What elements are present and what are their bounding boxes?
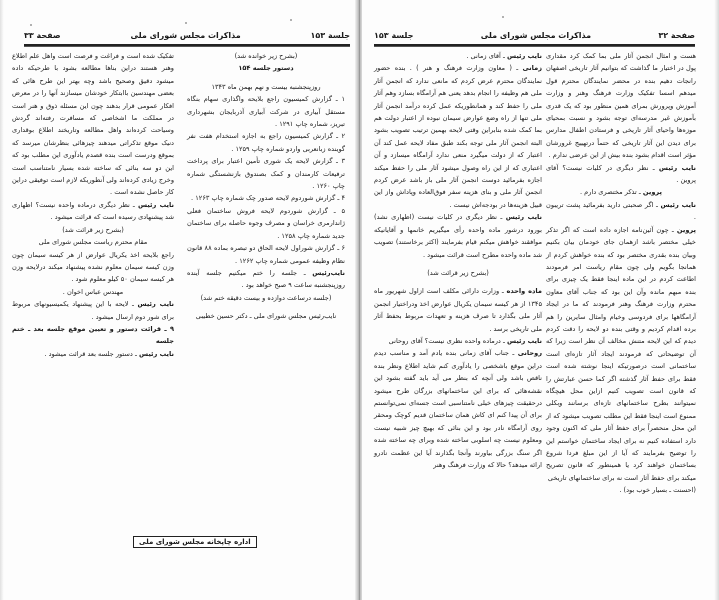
speech-text: ـ تذکر مختصری دارم . (579, 188, 641, 197)
left-page-header (24, 29, 350, 41)
applause-note: (احسنت ـ بسیار خوب بود) . (619, 486, 696, 495)
header-rule (24, 44, 350, 47)
page-edge-shadow (714, 0, 719, 600)
read-note: (بشرح زیر خوانده شد) (234, 52, 298, 60)
speech-text: ـ نظر دیگری درماده واحده نیست؟ اظهاری شد پیشنهادی رسیده است که قرائت میشود . (12, 200, 174, 222)
speaker-name: نایب رئیس (660, 200, 696, 209)
speaker-name: پروین (642, 188, 663, 197)
left-page (0, 0, 358, 600)
page-edge-shadow (0, 0, 4, 600)
agenda-item: ۱ ـ گزارش کمیسیون راجع بلایحه واگذاری سهام بنگاه مستقل آبیاری در شرکت آبیاری آذربایجان بشهرداری تبریز، شماره چاپ ۱۲۹۱ . (187, 95, 345, 129)
speech-text: ـ دستور جلسه بعد قرائت میشود . (44, 349, 137, 358)
speaker-name: نایب رئیس (507, 336, 542, 345)
speech-text: ـ ( معاون وزارت فرهنگ و هنر ) . بنده حضور نمایندگان محترم عرض کردم که مانعی ندارد که انجمن آثار ملی هم وظیفه ‌را انجام بدهد یعنی هم آرامگاه بسازد وهم آثار ملی را حفظ کند و همانطوریکه عمل کرده درآمد انجمن آثار ملی تنها از راه وضع عوارض سیمان نبوده از اعتبار دولت هم بما کمک شده بنابراین وقتی لایحه بهمین ترتیب تصویب بشود البته انجمن آثار ملی توجه بکند طبق مفاد لایحه عمل کند آن اعتبار که از دولت میگیرد منعی ندارد آرامگاه میسازد و آن اعتباری که از این راه وصول میشود آثار ملی را حفظ میکند اجازه بفرمائید دوست انجمن آثار ملی باز باشد عرض کردم انجمن آثار ملی و بنای هزینه سفر فوق‌العاده وپاداش واز این قبیل هزینه‌ها در بودجه‌اش نیست . (374, 64, 542, 209)
left-header-session: جلسة ۱۵۳ (310, 30, 350, 40)
speaker-name: نایب رئیس (137, 300, 174, 309)
speaker-name: نایب رئیس (658, 163, 696, 172)
article-text: ـ وزارت دارائی مکلف است ازاول شهریور ماه ۱۳۴۵ از هر کیسه سیمان یکریال عوارض اخذ ودراختیار انجمن آثار ملی بگذارد تا صرف هزینه و تعهدات مربوط بحفظ آثار ملی تاریخی برسد . (374, 287, 542, 333)
read-note: (بشرح زیر قرائت شد) (62, 225, 124, 234)
agenda-date: روزپنجشنبه بیست و نهم بهمن ماه ۱۳۴۳ (211, 82, 321, 91)
speaker-name: نایب رئیس (137, 200, 174, 209)
speech-text: ـ نظر دیگری در کلیات نیست؟ آقای پروین . (546, 163, 696, 185)
speaker-name: نایب رئیس (139, 349, 174, 358)
left-header-title: مذاکرات مجلس شورای ملی (130, 30, 241, 40)
scan-speck (30, 24, 32, 26)
scan-speck (502, 16, 504, 18)
agenda-item: ۶ ـ گزارش شوراول لایحه الحاق دو تبصره بماده ۸۸ قانون نظام وظیفه عمومی شماره چاپ ۱۲۶۲ . (187, 244, 345, 265)
speech-text: ـ اگر صحبتی دارید بفرمائید پشت تریبون . (546, 200, 696, 222)
agenda-item: ۲ ـ گزارش کمیسیون راجع به اجازه استخدام هفت نفر گوینده زبانعربی واردو شماره چاپ ۱۲۵۹ . (187, 132, 345, 153)
right-page (362, 0, 719, 600)
adjourn-note: (جلسه درساعت دوازده و بیست دقیقه ختم شد) (200, 293, 332, 302)
agenda-item: ۴ ـ گزارش شوردوم لایحه صدور چک شماره چاپ ۱۲۶۳ . (191, 194, 345, 203)
speech-text: ـ جلسه را ختم میکنیم جلسه آینده روزپنجشنبه ساعت ۹ صبح خواهد بود . (187, 268, 345, 290)
left-page-debate-column (12, 50, 174, 360)
letter-signature: مهندس عباس اخوان . (62, 287, 124, 296)
right-header-page-number: صفحة ۳۲ (658, 30, 695, 40)
speech-text: تفکیک شده است و فراغت و فرصت است واهل علم اطلاع وهنر هستند دراین بناها مطالعه بشود با طرحیکه داده میشود دقیق وصحیح باشد وچه بهتر این طرح هائی که بعضی مهندسین باابتکار خودشان میسازند آنها را در معرض افکار عمومی قرار بدهند چون این مسئله ذوق و هنر است در مملکت ما اشخاصی که مسافرت رفته‌اند گردش وسیاحت کرده‌اند واهل مطالعه وتاریخند اطلاع بوقداری دنیک موقع تذکراتی میدهند چیزهائی بنظرشان میرسد که بموقع ودرست است بنده قصدم یادآوری این مطلب بود که این دو سه بنائی که ساخته شده بسیار نامتناسب است وخرج زیادی کرده‌اند ولی آنطوریکه لازم است توفیقی دراین کار حاصل نشده است . (12, 52, 174, 197)
speaker-name: نایب رئیس (507, 52, 542, 60)
agenda-title: دستور جلسه ۱۵۴ (238, 64, 294, 73)
speaker-name: زمانی (522, 64, 542, 73)
printing-office-stamp: اداره چاپخانه مجلس شورای ملی (133, 536, 257, 548)
speech-text: ـ نظر دیگری در کلیات نیست (اظهاری نشد) بورود درشور ماده واحده رأی میگیریم خانمها و آقایانیکه موافقند خواهش میکنم قیام بفرمایند (اکثر برخاستند) تصویب شد ماده واحده مطرح است قرائت میشود . (374, 213, 542, 259)
agenda-item: ۳ ـ گزارش لایحه یک شوری تأمین اعتبار برای پرداخت ترفیعات کارمندان و کمک بصندوق بازنشستگی شماره چاپ ۱۲۶۰ . (187, 157, 345, 191)
left-header-page-number: صفحة ۳۳ (24, 30, 61, 40)
speech-text: ـ درماده واحده نظری نیست؟ آقای روحانی (388, 336, 505, 345)
letter-body: راجع بلایحه اخذ یکریال عوارض از هر کیسه سیمان چون وزن کیسه سیمان معلوم نشده پیشنهاد میکند درلایحه وزن هر کیسه سیمان ۵۰ کیلو معلوم شود . (12, 250, 174, 284)
speech-text: هست و امثال انجمن آثار ملی بما کمک کرد مقداری پول در اختیار ما گذاشت که بتوانیم آثار تاریخی اصفهان رانجات دهیم بنده در محضر نمایندگان محترم قول میدهم اسسا تفکیک وزارت فرهنگ وهنر و وزارت آموزش وپرورش بمراى همین منظور بود که یک قدری بآموزش غیر مدرسه‌ای توجه بشود و نسبت بمحیای موزه‌ها واحیای آثار تاریخی و فرستادن اطفال مدارس برای دیدن این آثار تاریخی که حتماً درتهییج غرورشان مؤثر است اقدام بشود بنده بیش از این عرضی ندارم . (546, 52, 696, 160)
signature: نایب‌رئیس مجلس شورای ملی ـ دکتر حسین خطیبی (195, 312, 337, 321)
right-page-debate-column-1 (546, 50, 696, 497)
agenda-item: ۵ ـ گزارش شوردوم لایحه فروش ساختمان فعلی ژاندارمری خراسان و مصرف وجوه حاصله برای ساختمان جدید شماره چاپ ۱۲۵۸ . (187, 206, 345, 240)
speech-text: ـ آقای زمانی . (466, 52, 505, 60)
right-page-debate-column-2 (374, 50, 542, 471)
speech-text: ـ چون آئین‌نامه اجازه داده است که اگر تذکر خیلی مختصر باشد ازهمان جای خودمان بیان بکنیم وبیان بنده بقدری مختصر بود که بنده خواهش کردم از همانجا بگویم ولی چون مقام ریاست امر فرمودند اطاعت کردم در این ماده اینجا فقط یک چیزی برای بنده مبهم مانده وآن این بود که جناب آقای معاون محترم وزارت فرهنگ وهنر فرمودند که ما در ایجاد آرامگاهها برای فردوسی وخیام وامثال سایرین را هم برده اقدام کردیم و وقتی بنده دو لایحه را دقت کردم دیدم که این لایحه متنش مخالف آن نظر است زیرا که آن توضیحاتی که فرمودند ایجاد آثار تازه‌ای است ساختمانی است درصورتیکه اینجا نوشته شده است فقط برای حفظ آثار گذشته اگر کما حسن عبارتش را که قانون است تصویب کنیم ازاین محل هیچگاه نمیتوانند بطرح ساختمانهای تازه‌ای برسانند وبکلی ممنوع است اینجا فقط این مطلب تصویب میشود که از این محل منحصراً برای حفظ آثار ملی که اکنون وجود دارد استفاده کنیم نه برای ایجاد ساختمان خواستم این را توضیح بفرمایند که آیا از این مبلغ فردا شروع بساختمان خواهند کرد یا همینطور که قانون تصریح میکند برای حفظ آثار است نه برای ساختمانهای تاریخی (546, 225, 696, 482)
speaker-name: نایب‌رئیس (312, 268, 345, 277)
right-header-title: مذاکرات مجلس شورای ملی (480, 30, 592, 40)
right-header-session: جلسة ۱۵۳ (374, 30, 414, 40)
speaker-name: روحانی (517, 349, 542, 358)
scan-speck (290, 19, 292, 21)
header-rule (374, 44, 695, 47)
speech-text: ـ جناب آقای زمانی بنده یادم آمد و مناسب دیدم دراین موقع باشخصی را یادآوری کنم شاید اطلاع ونظر بنده ناقص باشد ولی آنچه که بنظر می آید باید گفته بشود این نقشه‌هائی که برای این ساختمانهای بزرگان طرح میشود درحقیقت چیزهای خیلی نامتناسبی است جسه‌ای نمی‌توانستم برای آن پیدا کنم ای کاش همان ساختمان قدیم کوچک ومحقر روی آرامگاه نادر بود و این بنائی که بهیچ چیز شبیه نیست ومعلوم نیست چه اسلوبی ساخته شده وبرای چه ساخته شده اگر سنگ بزرگی بیاورند وآنجا بگذارند آیا این عظمت نادرو ارائه میدهد؟ حالا که وزارت فرهنگ وهنر (374, 349, 542, 469)
letter-addressee: مقام محترم ریاست مجلس شورای ملی (38, 238, 148, 247)
scan-speck (185, 22, 187, 24)
left-page-agenda-column (187, 50, 345, 323)
read-note: (بشرح زیر قرائت شد) (427, 268, 489, 277)
article-label: ماده واحده (506, 287, 542, 296)
right-page-header (374, 29, 695, 41)
speaker-name: نایب رئیس (505, 213, 542, 222)
speaker-name: پروین (676, 225, 696, 234)
speech-text: ـ لایحه با این پیشنهاد یکمیسیونهای مربوط برای شور دوم ارسال میشود . (12, 300, 174, 321)
agenda-heading: ۹ ـ قرائت دستور و تعیین موقع جلسه بعد ـ ختم جلسه (12, 324, 174, 346)
